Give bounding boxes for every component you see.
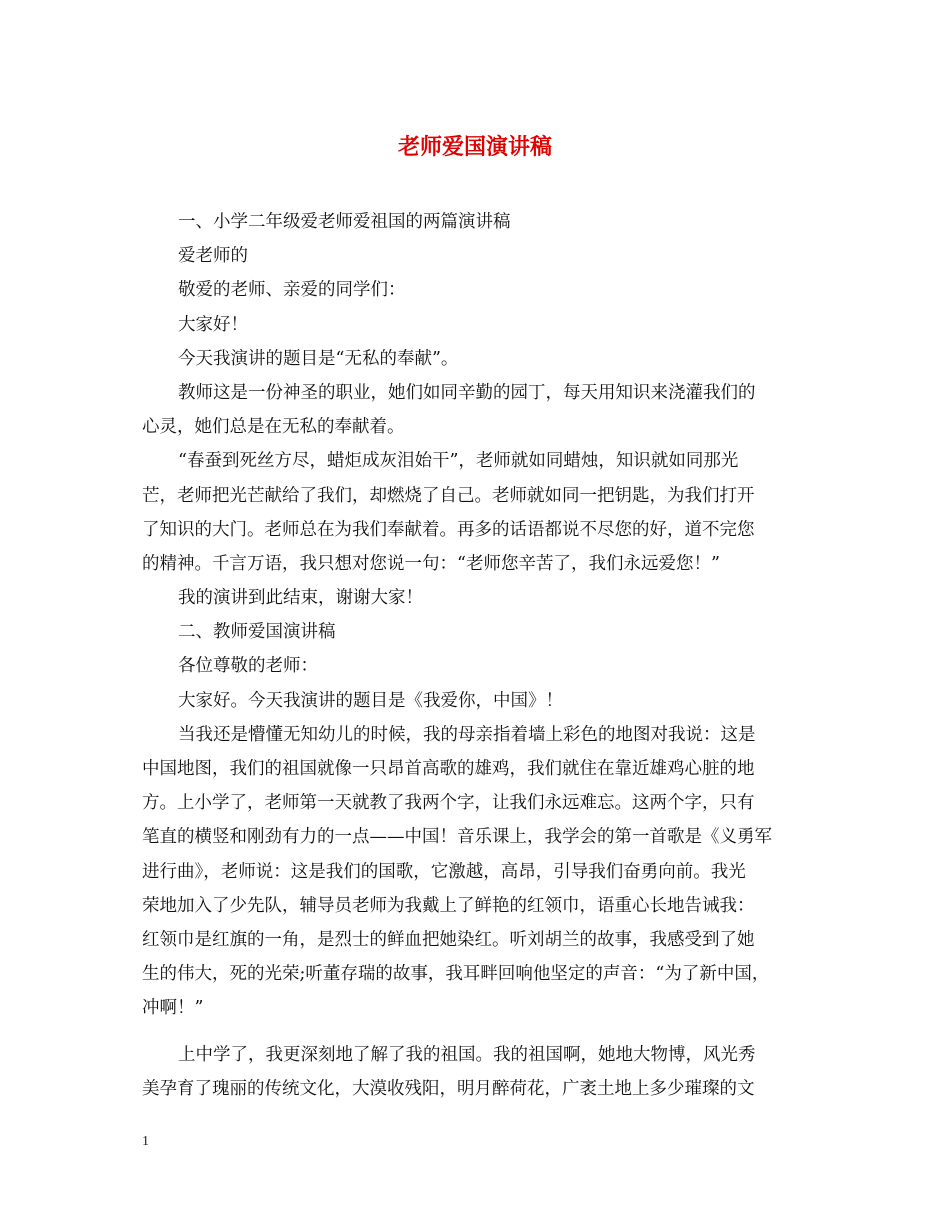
- paragraph-line: 大家好。今天我演讲的题目是《我爱你，中国》！: [178, 690, 563, 711]
- paragraph-line: 上中学了，我更深刻地了解了我的祖国。我的祖国啊，她地大物博，风光秀: [178, 1044, 756, 1065]
- paragraph-line: 方。上小学了，老师第一天就教了我两个字，让我们永远难忘。这两个字，只有: [142, 793, 755, 814]
- paragraph-line: 进行曲》，老师说：这是我们的国歌，它激越，高昂，引导我们奋勇向前。我光: [142, 861, 746, 882]
- document-title: 老师爱国演讲稿: [397, 134, 552, 160]
- paragraph-line: “春蚕到死丝方尽，蜡炬成灰泪始干”，老师就如同蜡烛，知识就如同那光: [178, 451, 739, 472]
- paragraph-line: 今天我演讲的题目是“无私的奉献”。: [178, 348, 459, 369]
- paragraph-line: 芒，老师把光芒献给了我们，却燃烧了自己。老师就如同一把钥匙，为我们打开: [142, 485, 755, 506]
- salutation: 各位尊敬的老师：: [178, 656, 318, 677]
- paragraph-line: 了知识的大门。老师总在为我们奉献着。再多的话语都说不尽您的好，道不完您: [142, 519, 755, 540]
- document-body: [142, 205, 822, 1106]
- section-heading: 一、小学二年级爱老师爱祖国的两篇演讲稿: [178, 212, 511, 232]
- paragraph-line: 红领巾是红旗的一角，是烈士的鲜血把她染红。听刘胡兰的故事，我感受到了她: [142, 929, 755, 950]
- paragraph-line: 当我还是懵懂无知幼儿的时候，我的母亲指着墙上彩色的地图对我说：这是: [178, 724, 756, 745]
- page-number: 1: [142, 1134, 149, 1149]
- paragraph-line: 生的伟大，死的光荣;听董存瑞的故事，我耳畔回响他坚定的声音：“为了新中国，: [142, 964, 770, 985]
- paragraph-line: 笔直的横竖和刚劲有力的一点——中国！音乐课上，我学会的第一首歌是《义勇军: [142, 827, 772, 848]
- paragraph-line: 荣地加入了少先队，辅导员老师为我戴上了鲜艳的红领巾，语重心长地告诫我：: [142, 895, 755, 916]
- paragraph-line: 爱老师的: [178, 246, 248, 267]
- paragraph-line: 教师这是一份神圣的职业，她们如同辛勤的园丁，每天用知识来浇灌我们的: [178, 382, 756, 403]
- paragraph-line: 心灵，她们总是在无私的奉献着。: [142, 417, 405, 438]
- paragraph-line: 美孕育了瑰丽的传统文化，大漠收残阳，明月醉荷花，广袤土地上多少璀璨的文: [142, 1078, 755, 1099]
- paragraph-line: 的精神。千言万语，我只想对您说一句：“老师您辛苦了，我们永远爱您！”: [142, 553, 720, 574]
- paragraph-line: 我的演讲到此结束，谢谢大家！: [178, 588, 423, 609]
- paragraph-line: 中国地图，我们的祖国就像一只昂首高歌的雄鸡，我们就住在靠近雄鸡心脏的地: [142, 759, 755, 779]
- greeting: 大家好！: [178, 314, 248, 335]
- salutation: 敬爱的老师、亲爱的同学们：: [178, 280, 406, 301]
- paragraph-line: 冲啊！”: [142, 998, 204, 1019]
- section-heading: 二、教师爱国演讲稿: [178, 622, 336, 643]
